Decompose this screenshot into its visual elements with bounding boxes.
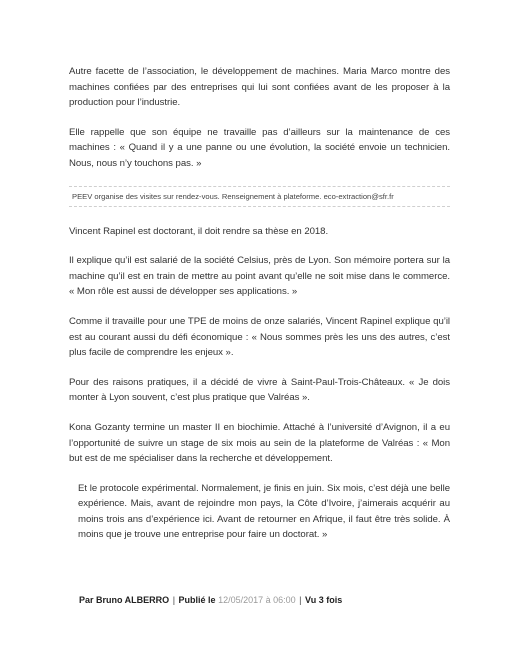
published-date: 12/05/2017 à 06:00 — [218, 595, 296, 605]
article-paragraph: Elle rappelle que son équipe ne travaille pas d’ailleurs sur la maintenance de ces machines : « Quand il y a une panne ou une évolution, la société envoie un technicien. Nous, nous n’y touchons pas. » — [69, 126, 450, 169]
article-paragraph: Comme il travaille pour une TPE de moins de onze salariés, Vincent Rapinel explique qu’il est au courant aussi du défi économique : « Nous sommes près les uns des autres, c’est plus facile de comprendre les enjeux ». — [69, 315, 450, 359]
quote-paragraph: Et le protocole expérimental. Normalement, je finis en juin. Six mois, c’est déjà une belle expérience. Mais, avant de rejoindre mon pays, la Côte d’Ivoire, j’aimerais acquérir au moins trois ans d’expérience ici. Avant de retourner en Afrique, il faut être très solide. À moins que je trouve une entreprise pour faire un doctorat. » — [78, 482, 450, 541]
article-body — [69, 64, 450, 557]
article-paragraph: Il explique qu’il est salarié de la société Celsius, près de Lyon. Son mémoire portera sur la machine qu’il est en train de mettre au point avant qu’elle ne soit mise dans le commerce. « Mon rôle est aussi de développer ses applications. » — [69, 255, 450, 298]
footer-separator: | — [299, 595, 302, 605]
article-footer — [79, 595, 342, 605]
article-paragraph: Pour des raisons pratiques, il a décidé de vivre à Saint-Paul-Trois-Châteaux. « Je dois monter à Lyon souvent, c’est plus pratique que Valréas ». — [69, 376, 450, 404]
article-paragraph: Autre facette de l’association, le développement de machines. Maria Marco montre des machines confiées par des entreprises qui lui sont confiées avant de les proposer à la production pour l’industrie. — [69, 66, 450, 109]
published-label: Publié le — [178, 595, 216, 605]
info-box: PEEV organise des visites sur rendez-vous. Renseignement à plateforme. eco-extraction@sfr.fr — [69, 186, 450, 207]
author-byline: Par Bruno ALBERRO — [79, 595, 170, 605]
footer-separator: | — [172, 595, 176, 605]
article-paragraph: Vincent Rapinel est doctorant, il doit rendre sa thèse en 2018. — [69, 225, 329, 237]
article-paragraph: Kona Gozanty termine un master II en biochimie. Attaché à l’université d’Avignon, il a eu l’opportunité de suivre un stage de six mois au sein de la plateforme de Valréas : « Mon but est de me spécialiser dans la recherche et développement. — [69, 421, 450, 465]
view-count: Vu 3 fois — [305, 595, 343, 605]
